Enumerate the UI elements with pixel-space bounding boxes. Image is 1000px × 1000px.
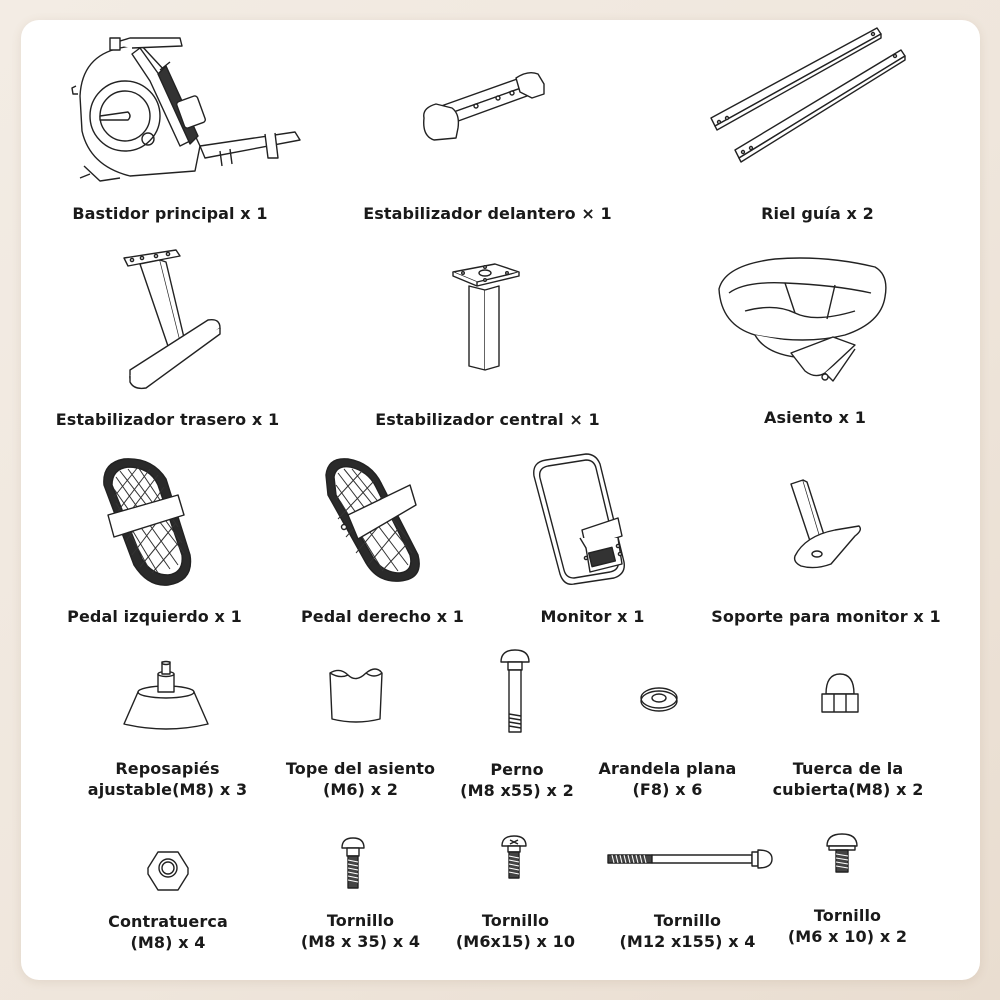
label-line: Contratuerca: [108, 912, 228, 931]
screw-illustration: [500, 834, 528, 882]
label-line: (M6) x 2: [322, 780, 399, 799]
label-line: Tuerca de la: [792, 759, 904, 778]
adjustable-foot-illustration: [120, 660, 212, 732]
bolt-illustration: [497, 648, 533, 736]
seat-illustration: [715, 253, 890, 385]
label-line: Riel guía x 2: [761, 204, 874, 223]
part-label: [762, 758, 934, 800]
rear-stabilizer-illustration: [120, 248, 225, 390]
part-label: [720, 203, 915, 224]
monitor-illustration: [530, 452, 630, 587]
label-line: Bastidor principal x 1: [72, 204, 268, 223]
label-line: (M8 x55) x 2: [460, 781, 574, 800]
front-stabilizer-illustration: [420, 68, 560, 148]
part-label: [590, 758, 745, 800]
part-label: [295, 606, 470, 627]
label-line: Tope del asiento: [285, 759, 436, 778]
label-line: (M12 x155) x 4: [619, 932, 756, 951]
cap-nut-illustration: [820, 670, 860, 718]
screw-illustration: [825, 832, 859, 876]
central-stabilizer-illustration: [445, 260, 525, 375]
label-line: Tornillo: [813, 906, 882, 925]
label-line: Estabilizador delantero × 1: [363, 204, 612, 223]
label-line: Estabilizador central × 1: [375, 410, 600, 429]
part-label: [530, 606, 655, 627]
part-label: [55, 409, 280, 430]
part-label: [278, 758, 443, 800]
part-label: [615, 910, 760, 952]
part-label: [70, 203, 270, 224]
right-pedal-illustration: [318, 455, 430, 585]
part-label: [370, 409, 605, 430]
label-line: Tornillo: [326, 911, 395, 930]
label-line: Asiento x 1: [764, 408, 866, 427]
label-line: Tornillo: [653, 911, 722, 930]
label-line: ajustable(M8) x 3: [87, 780, 248, 799]
label-line: Soporte para monitor x 1: [711, 607, 941, 626]
part-label: [452, 759, 582, 801]
flat-washer-illustration: [638, 685, 680, 713]
label-line: Reposapiés: [115, 759, 220, 778]
guide-rail-illustration: [705, 24, 910, 159]
main-frame-illustration: [70, 36, 310, 186]
label-line: (M8) x 4: [130, 933, 206, 952]
part-label: [710, 606, 942, 627]
label-line: Perno: [490, 760, 544, 779]
left-pedal-illustration: [98, 455, 208, 590]
label-line: Estabilizador trasero x 1: [55, 410, 280, 429]
part-label: [62, 606, 247, 627]
part-label: [780, 905, 915, 947]
seat-stopper-illustration: [326, 663, 386, 725]
label-line: Monitor x 1: [540, 607, 645, 626]
label-line: Arandela plana: [598, 759, 737, 778]
part-label: [97, 911, 239, 953]
label-line: (M6 x 10) x 2: [787, 927, 908, 946]
label-line: Pedal izquierdo x 1: [67, 607, 242, 626]
part-label: [360, 203, 615, 224]
part-label: [448, 910, 583, 952]
monitor-bracket-illustration: [785, 478, 865, 573]
part-label: [75, 758, 260, 800]
long-screw-illustration: [606, 846, 776, 872]
label-line: Pedal derecho x 1: [300, 607, 465, 626]
label-line: cubierta(M8) x 2: [772, 780, 924, 799]
part-label: [735, 407, 895, 428]
screw-illustration: [340, 836, 366, 890]
label-line: (M6x15) x 10: [455, 932, 576, 951]
part-label: [288, 910, 433, 952]
label-line: Tornillo: [481, 911, 550, 930]
label-line: (F8) x 6: [632, 780, 703, 799]
label-line: (M8 x 35) x 4: [300, 932, 421, 951]
lock-nut-illustration: [146, 850, 190, 892]
